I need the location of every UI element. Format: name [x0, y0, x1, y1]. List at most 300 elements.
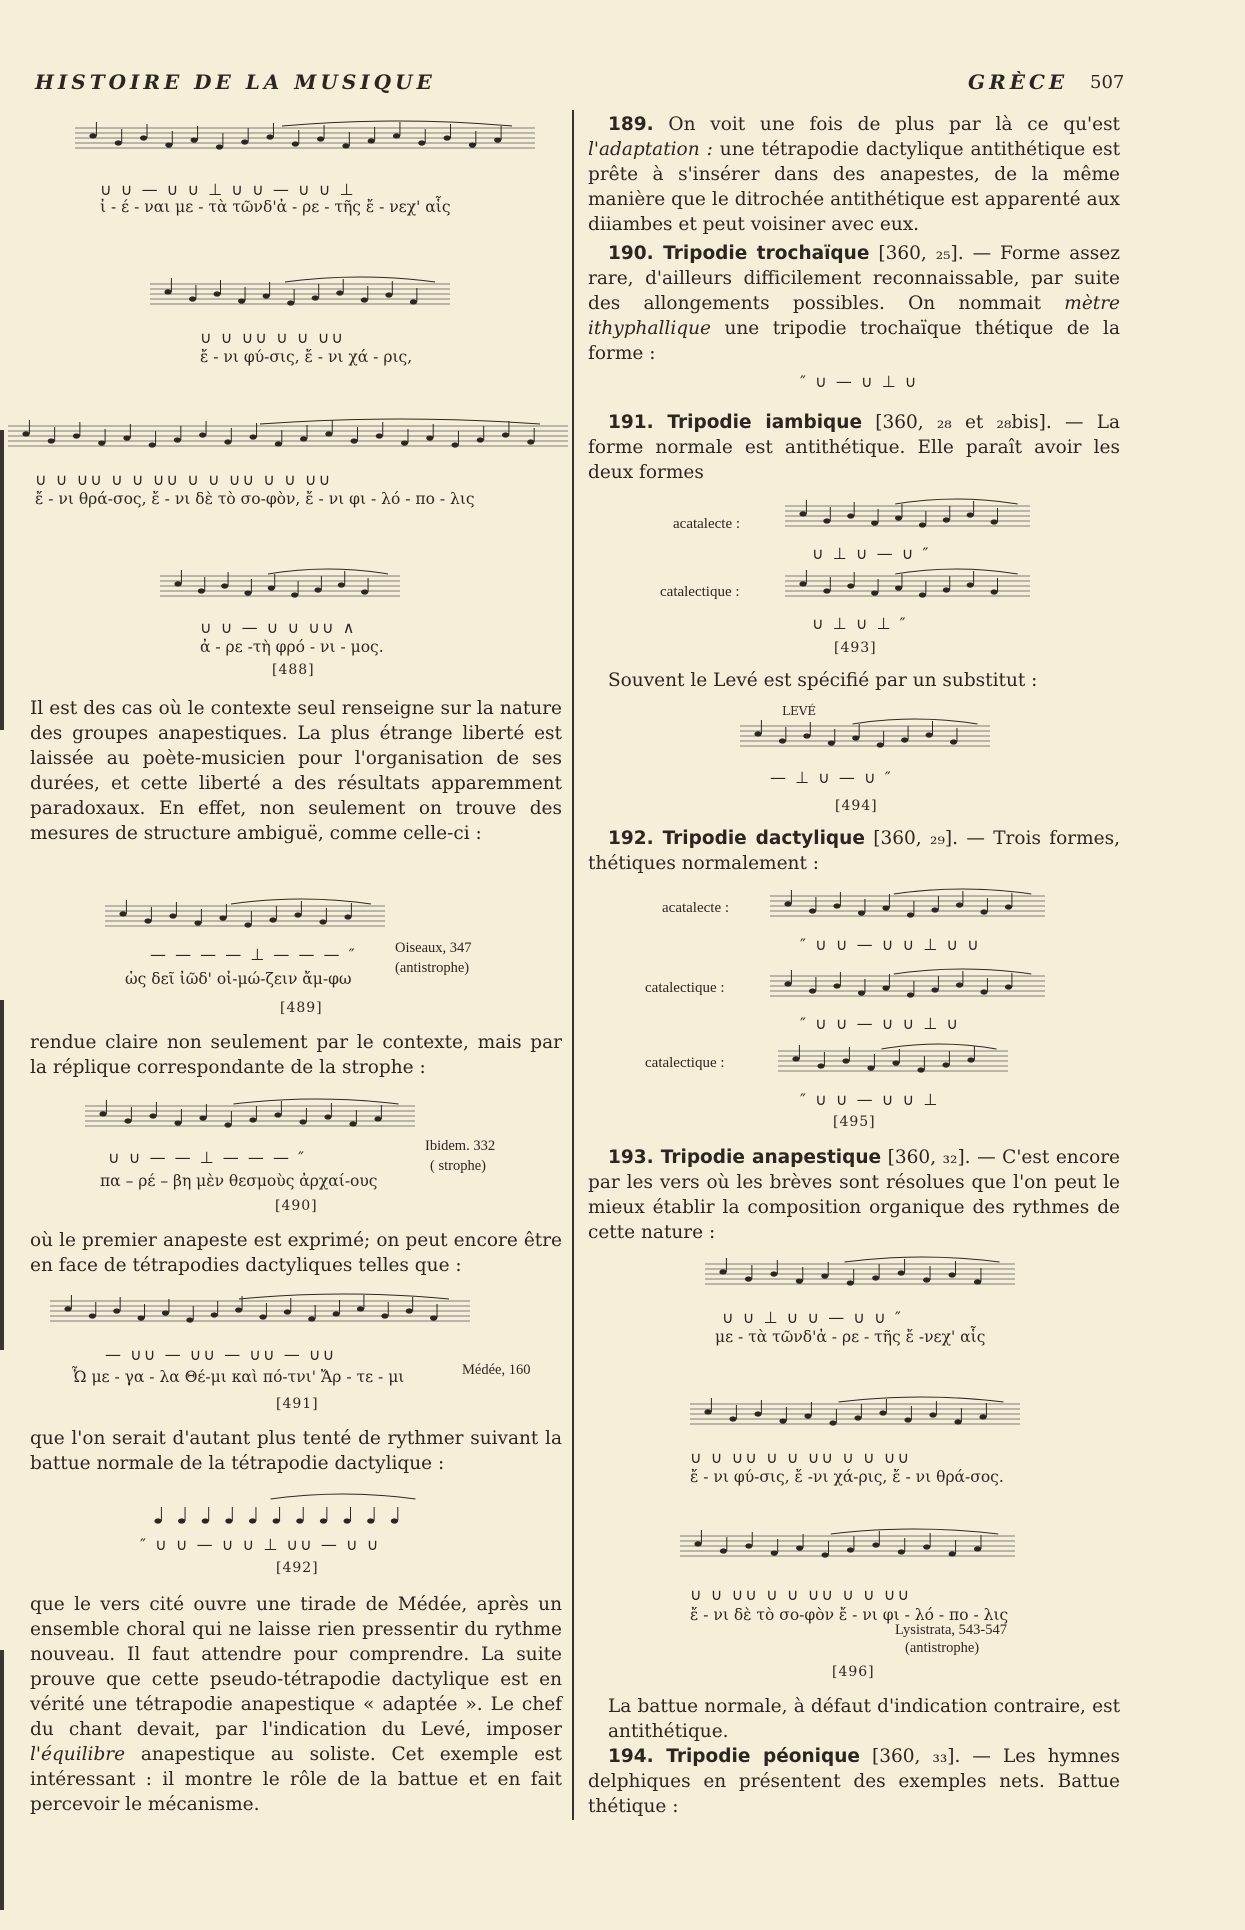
note-head [771, 1550, 778, 1555]
note-head [974, 1546, 981, 1551]
note-head [784, 901, 791, 906]
section-heading: 192. Tripodie dactylique [608, 828, 865, 849]
music-staff [690, 1398, 1020, 1448]
paragraph-text [588, 112, 1120, 237]
note-head [333, 1311, 340, 1316]
paragraph-text: rendue claire non seulement par le contexte, mais par la réplique correspondante de la strophe : [30, 1032, 562, 1078]
text-run: [360, ₂₈ et ₂₈bis]. — La forme normale est antithétique. Elle paraît avoir les deux formes [588, 412, 1121, 483]
leve-label: LEVÉ [782, 704, 817, 718]
note-head [821, 1273, 828, 1278]
note-head [991, 519, 998, 524]
note-head [410, 299, 417, 304]
meter-line: — — — — ⊥ — — — ″ [150, 945, 357, 964]
figure-number: [493] [834, 640, 877, 656]
note-head [799, 581, 806, 586]
note-head [199, 1115, 206, 1120]
note-head [980, 909, 987, 914]
music-staff [50, 1295, 470, 1350]
italic-term: l'équilibre [30, 1744, 126, 1765]
form-label: catalectique : [645, 1055, 725, 1071]
note-head [284, 1309, 291, 1314]
section-heading: 191. Tripodie iambique [608, 412, 863, 433]
note-head [249, 1518, 256, 1523]
note-head [979, 1414, 986, 1419]
note-head [165, 142, 172, 147]
note-head [275, 441, 282, 446]
note-head [842, 1058, 849, 1063]
note-head [871, 590, 878, 595]
note-head [22, 431, 29, 436]
note-head [784, 981, 791, 986]
italic-term: l'adaptation : [588, 139, 713, 160]
note-head [967, 512, 974, 517]
note-head [956, 902, 963, 907]
note-head [792, 1056, 799, 1061]
note-head [871, 520, 878, 525]
section-heading: 190. Tripodie trochaïque [608, 243, 870, 264]
note-head [430, 1315, 437, 1320]
note-head [919, 522, 926, 527]
text-run: anapestique au soliste. Cet exemple est intéressant : il montre le rôle de la battue et en fait percevoir le mécanisme. [30, 1744, 562, 1815]
note-head [923, 1544, 930, 1549]
greek-text: ὡς δεῖ ἰῶδ' οἰ-μώ-ζειν ἄμ-φω [125, 970, 352, 988]
note-head [357, 1306, 364, 1311]
note-head [202, 1518, 209, 1523]
note-head [312, 295, 319, 300]
paragraph [30, 1030, 562, 1084]
paragraph [30, 1592, 562, 1821]
note-head [385, 292, 392, 297]
note-head [300, 436, 307, 441]
note-head [770, 1271, 777, 1276]
note-head [426, 435, 433, 440]
note-head [803, 733, 810, 738]
note-head [381, 1313, 388, 1318]
meter-line: ″ ∪ ∪ — ∪ ∪ ⊥ ∪∪ — ∪ ∪ [140, 1535, 381, 1554]
meter-line: ∪ ∪ — — ⊥ — — — ″ [108, 1148, 307, 1167]
note-head [406, 1308, 413, 1313]
paragraph-text: où le premier anapeste est exprimé; on peut encore être en face de tétrapodies dactyliques telles que : [30, 1230, 562, 1276]
note-head [872, 1542, 879, 1547]
note-head [847, 1280, 854, 1285]
note-head [719, 1269, 726, 1274]
note-head [64, 1306, 71, 1311]
slur [285, 277, 435, 282]
form-label: acatalecte : [662, 900, 730, 916]
note-head [308, 1316, 315, 1321]
note-head [361, 297, 368, 302]
note-head [754, 731, 761, 736]
slur [831, 1529, 999, 1534]
note-head [823, 518, 830, 523]
paragraph-text: La battue normale, à défaut d'indication contraire, est antithétique. [608, 1696, 1120, 1742]
greek-text: ἔ - νι φύ-σις, ἔ - νι χά - ρις, [200, 348, 413, 366]
note-head [299, 1119, 306, 1124]
note-head [796, 1278, 803, 1283]
meter-line: — ∪∪ — ∪∪ — ∪∪ — ∪∪ [105, 1345, 337, 1364]
music-staff [785, 570, 1030, 615]
paragraph-text [30, 1592, 562, 1817]
note-head [847, 583, 854, 588]
note-head [162, 1310, 169, 1315]
source-note: (antistrophe) [905, 1640, 980, 1656]
note-head [99, 1111, 106, 1116]
note-head [314, 587, 321, 592]
note-head [418, 140, 425, 145]
note-head [1005, 984, 1012, 989]
note-head [494, 137, 501, 142]
note-head [349, 1121, 356, 1126]
note-head [929, 1412, 936, 1417]
note-head [269, 917, 276, 922]
note-head [469, 142, 476, 147]
note-head [235, 1307, 242, 1312]
note-head [821, 1552, 828, 1557]
note-head [186, 1317, 193, 1322]
note-head [174, 437, 181, 442]
section-192 [588, 826, 1120, 880]
form-label: acatalecte : [673, 516, 741, 532]
text-run: [360, ₂₅]. — Forme assez rare, d'ailleurs difficilement reconnaissable, par suite des allongements possibles. On nommait [588, 243, 1120, 314]
note-head [361, 589, 368, 594]
music-staff [680, 1530, 1015, 1585]
note-head [926, 732, 933, 737]
note-head [89, 133, 96, 138]
slur [895, 499, 1018, 504]
note-head [219, 915, 226, 920]
note-head [942, 1062, 949, 1067]
note-head [343, 1518, 350, 1523]
note-head [249, 1117, 256, 1122]
source-note: (antistrophe) [395, 960, 470, 976]
meter-line: ∪ ∪ ∪∪ ∪ ∪ ∪∪ ∪ ∪ ∪∪ ∪ ∪ ∪∪ [35, 470, 333, 489]
source-note: Lysistrata, 543-547 [895, 1622, 1007, 1638]
paragraph-text: Souvent le Levé est spécifié par un substitut : [608, 670, 1038, 691]
note-head [956, 982, 963, 987]
note-head [879, 1410, 886, 1415]
note-head [224, 439, 231, 444]
text-run: [360, ₂₉]. — Trois formes, thétiques normalement : [588, 828, 1121, 874]
note-head [191, 137, 198, 142]
note-head [287, 300, 294, 305]
paragraph-text [588, 826, 1120, 876]
note-head [48, 438, 55, 443]
note-head [294, 912, 301, 917]
note-head [847, 513, 854, 518]
meter-line: ∪ ∪ — ∪ ∪ ∪∪ ∧ [200, 618, 357, 637]
page-edge-mark [0, 1650, 4, 1910]
note-head [174, 1120, 181, 1125]
note-head [828, 740, 835, 745]
note-head [502, 432, 509, 437]
note-head [244, 922, 251, 927]
note-head [817, 1063, 824, 1068]
music-staff [770, 970, 1045, 1015]
greek-text: με - τὰ τῶνδ'ἀ - ρε - τῆς ἔ -νεχ' αἷς [715, 1328, 986, 1346]
figure-number: [490] [275, 1198, 318, 1214]
note-head [967, 582, 974, 587]
note-head [113, 1308, 120, 1313]
meter-line: ″ ∪ — ∪ ⊥ ∪ [800, 372, 919, 391]
slur [853, 719, 978, 724]
note-head [213, 291, 220, 296]
note-head [991, 589, 998, 594]
figure-number: [495] [833, 1114, 876, 1130]
note-head [967, 1057, 974, 1062]
note-head [259, 1314, 266, 1319]
note-head [694, 1541, 701, 1546]
note-head [919, 592, 926, 597]
note-head [164, 289, 171, 294]
note-head [754, 1411, 761, 1416]
section-191 [588, 410, 1120, 489]
note-head [367, 1518, 374, 1523]
greek-text: Ὦ με - γα - λα Θέ-μι καὶ πό-τνι' Ἄρ - τε - μι [72, 1368, 405, 1386]
note-head [954, 1419, 961, 1424]
note-head [877, 742, 884, 747]
note-head [393, 133, 400, 138]
note-head [350, 438, 357, 443]
paragraph-text [588, 241, 1120, 366]
note-head [336, 290, 343, 295]
note-head [867, 1065, 874, 1070]
note-head [779, 738, 786, 743]
note-head [144, 918, 151, 923]
slur [260, 419, 540, 424]
note-head [241, 139, 248, 144]
note-head [974, 1279, 981, 1284]
music-staff [75, 122, 535, 182]
paragraph-text: Il est des cas où le contexte seul renseigne sur la nature des groupes anapestiques. La plus étrange liberté est laissée au poète-musicien pour l'organisation de ses durées, et cette liberté a des résultats apparemment paradoxaux. En effet, non seulement on trouve des mesures de structure ambiguë, comme celle-ci : [30, 698, 562, 844]
note-head [729, 1416, 736, 1421]
note-head [119, 911, 126, 916]
figure-number: [491] [276, 1396, 319, 1412]
note-head [198, 588, 205, 593]
note-head [809, 908, 816, 913]
note-head [477, 437, 484, 442]
source-note: Médée, 160 [462, 1362, 531, 1378]
note-head [931, 987, 938, 992]
note-head [216, 144, 223, 149]
meter-line: ∪ ∪ ∪∪ ∪ ∪ ∪∪ ∪ ∪ ∪∪ [690, 1448, 912, 1467]
music-staff [705, 1258, 1015, 1308]
section-189 [588, 112, 1120, 370]
note-head [274, 1112, 281, 1117]
section-heading: 194. Tripodie péonique [608, 1746, 860, 1767]
music-staff [770, 890, 1045, 935]
note-head [858, 910, 865, 915]
note-head [138, 1315, 145, 1320]
note-head [89, 1313, 96, 1318]
source-note: ( strophe) [430, 1158, 486, 1174]
note-head [401, 440, 408, 445]
note-head [451, 442, 458, 447]
note-head [344, 914, 351, 919]
rhythm-notation [140, 1495, 430, 1540]
note-head [338, 582, 345, 587]
running-title: HISTOIRE DE LA MUSIQUE [35, 70, 436, 94]
note-head [948, 1272, 955, 1277]
note-head [199, 432, 206, 437]
note-head [898, 1270, 905, 1275]
form-label: catalectique : [660, 584, 740, 600]
note-head [1005, 904, 1012, 909]
note-head [882, 905, 889, 910]
music-staff [160, 570, 400, 620]
note-head [140, 135, 147, 140]
note-head [833, 983, 840, 988]
music-staff [785, 500, 1030, 545]
note-head [833, 903, 840, 908]
text-run: [360, ₃₃]. — Les hymnes delphiques en présentent des exemples nets. Battue thétique : [588, 1746, 1120, 1817]
note-head [917, 1067, 924, 1072]
note-head [374, 1116, 381, 1121]
section-heading: 193. Tripodie anapestique [608, 1147, 882, 1168]
note-head [847, 1547, 854, 1552]
figure-number: [488] [272, 662, 315, 678]
paragraph [608, 668, 1120, 697]
figure-number: [492] [276, 1560, 319, 1576]
text-run: une tétrapodie dactylique antithétique est prête à s'insérer dans des anapestes, de la même manière que le ditrochée antithétique est apparenté aux diiambes et peut voisiner avec eux. [588, 139, 1121, 235]
note-head [799, 511, 806, 516]
note-head [250, 434, 257, 439]
greek-text: ἔ - νι φύ-σις, ἔ -νι χά-ρις, ἔ - νι θρά-σος. [690, 1468, 1004, 1486]
note-head [895, 515, 902, 520]
note-head [391, 1518, 398, 1523]
note-head [931, 907, 938, 912]
note-head [263, 293, 270, 298]
column-rule [572, 110, 574, 1820]
meter-line: ″ ∪ ∪ — ∪ ∪ ⊥ [800, 1090, 940, 1109]
page-number: 507 [1090, 72, 1125, 93]
greek-text: ἰ - έ - ναι με - τὰ τῶνδ'ἀ - ρε - τῆς ἔ - νεχ' αἷς [100, 198, 451, 216]
meter-line: ∪ ⊥ ∪ ⊥ ″ [812, 614, 908, 633]
note-head [211, 1312, 218, 1317]
note-head [325, 431, 332, 436]
note-head [809, 988, 816, 993]
slur [882, 1044, 997, 1049]
note-head [376, 433, 383, 438]
music-staff [85, 1100, 415, 1150]
note-head [858, 990, 865, 995]
greek-text: ἔ - νι θρά-σος, ἔ - νι δὲ τὸ σο-φὸν, ἔ - νι φι - λό - πο - λις [35, 490, 475, 508]
paragraph-text: que l'on serait d'autant plus tenté de rythmer suivant la battue normale de la tétrapodie dactylique : [30, 1428, 562, 1474]
note-head [872, 1275, 879, 1280]
note-head [266, 134, 273, 139]
note-head [895, 585, 902, 590]
note-head [745, 1276, 752, 1281]
figure-number: [496] [832, 1664, 875, 1680]
note-head [527, 439, 534, 444]
note-head [174, 581, 181, 586]
figure-number: [489] [280, 1000, 323, 1016]
note-head [444, 135, 451, 140]
music-staff [150, 278, 450, 328]
figure-number: [494] [835, 798, 878, 814]
note-head [320, 1518, 327, 1523]
note-head [291, 592, 298, 597]
note-head [317, 136, 324, 141]
note-head [189, 296, 196, 301]
music-staff [105, 900, 385, 950]
note-head [980, 989, 987, 994]
note-head [829, 1420, 836, 1425]
slur [268, 569, 388, 574]
note-head [194, 920, 201, 925]
slur [895, 569, 1018, 574]
greek-text: πα – ρέ – βη μὲν θεσμοὺς ἀρχαί-ους [100, 1172, 378, 1190]
note-head [904, 1417, 911, 1422]
note-head [901, 737, 908, 742]
slur [234, 1099, 399, 1104]
text-run: une tripodie trochaïque thétique de la forme : [588, 318, 1120, 364]
note-head [943, 587, 950, 592]
note-head [124, 1118, 131, 1123]
paragraph [608, 1694, 1120, 1748]
source-note: Oiseaux, 347 [395, 940, 472, 956]
note-head [319, 919, 326, 924]
text-run: On voit une fois de plus par là ce qu'est [653, 114, 1120, 135]
note-head [949, 1551, 956, 1556]
slur [839, 1397, 1004, 1402]
note-head [154, 1518, 161, 1523]
note-head [296, 1518, 303, 1523]
note-head [123, 435, 130, 440]
note-head [720, 1548, 727, 1553]
note-head [368, 138, 375, 143]
note-head [149, 442, 156, 447]
note-head [244, 590, 251, 595]
page-edge-mark [0, 1000, 4, 1350]
note-head [950, 739, 957, 744]
greek-text: ἔ - νι δὲ τὸ σο-φὸν ἔ - νι φι - λό - πο - λις [690, 1606, 1009, 1624]
note-head [852, 735, 859, 740]
note-head [943, 517, 950, 522]
note-head [796, 1545, 803, 1550]
note-head [292, 141, 299, 146]
text-run: que le vers cité ouvre une tirade de Médée, après un ensemble choral qui ne laisse rien pressentir du rythme nouveau. Il faut attendre pour comprendre. La suite prouve que cette pseudo-tétrapodie dactylique est en vérité une tétrapodie anapestique « adaptée ». Le chef du chant devait, par l'indication du Levé, imposer [30, 1594, 562, 1740]
note-head [178, 1518, 185, 1523]
music-staff [778, 1045, 1008, 1090]
meter-line: — ⊥ ∪ — ∪ ″ [770, 768, 893, 787]
section-title: GRÈCE [968, 70, 1069, 94]
source-note: Ibidem. 332 [425, 1138, 496, 1154]
note-head [268, 585, 275, 590]
note-head [225, 1518, 232, 1523]
note-head [149, 1113, 156, 1118]
section-193 [588, 1145, 1120, 1249]
slur [239, 1294, 449, 1299]
italic-term: mètre ithyphallique [588, 293, 1120, 339]
note-head [892, 1060, 899, 1065]
paragraph [30, 1426, 562, 1480]
note-head [169, 913, 176, 918]
note-head [907, 992, 914, 997]
note-head [115, 140, 122, 145]
note-head [923, 1277, 930, 1282]
meter-line: ∪ ∪ ∪∪ ∪ ∪ ∪∪ ∪ ∪ ∪∪ [690, 1585, 912, 1604]
paragraph-text [588, 1744, 1120, 1819]
meter-line: ∪ ∪ ∪∪ ∪ ∪ ∪∪ [200, 328, 346, 347]
greek-text: ἀ - ρε -τὴ φρό - νι - μος. [200, 638, 384, 656]
paragraph-text [588, 410, 1120, 485]
paragraph [30, 1228, 562, 1282]
slur [282, 121, 512, 126]
note-head [898, 1549, 905, 1554]
meter-line: ″ ∪ ∪ — ∪ ∪ ⊥ ∪ [800, 1014, 961, 1033]
slur [271, 1494, 416, 1499]
note-head [73, 433, 80, 438]
